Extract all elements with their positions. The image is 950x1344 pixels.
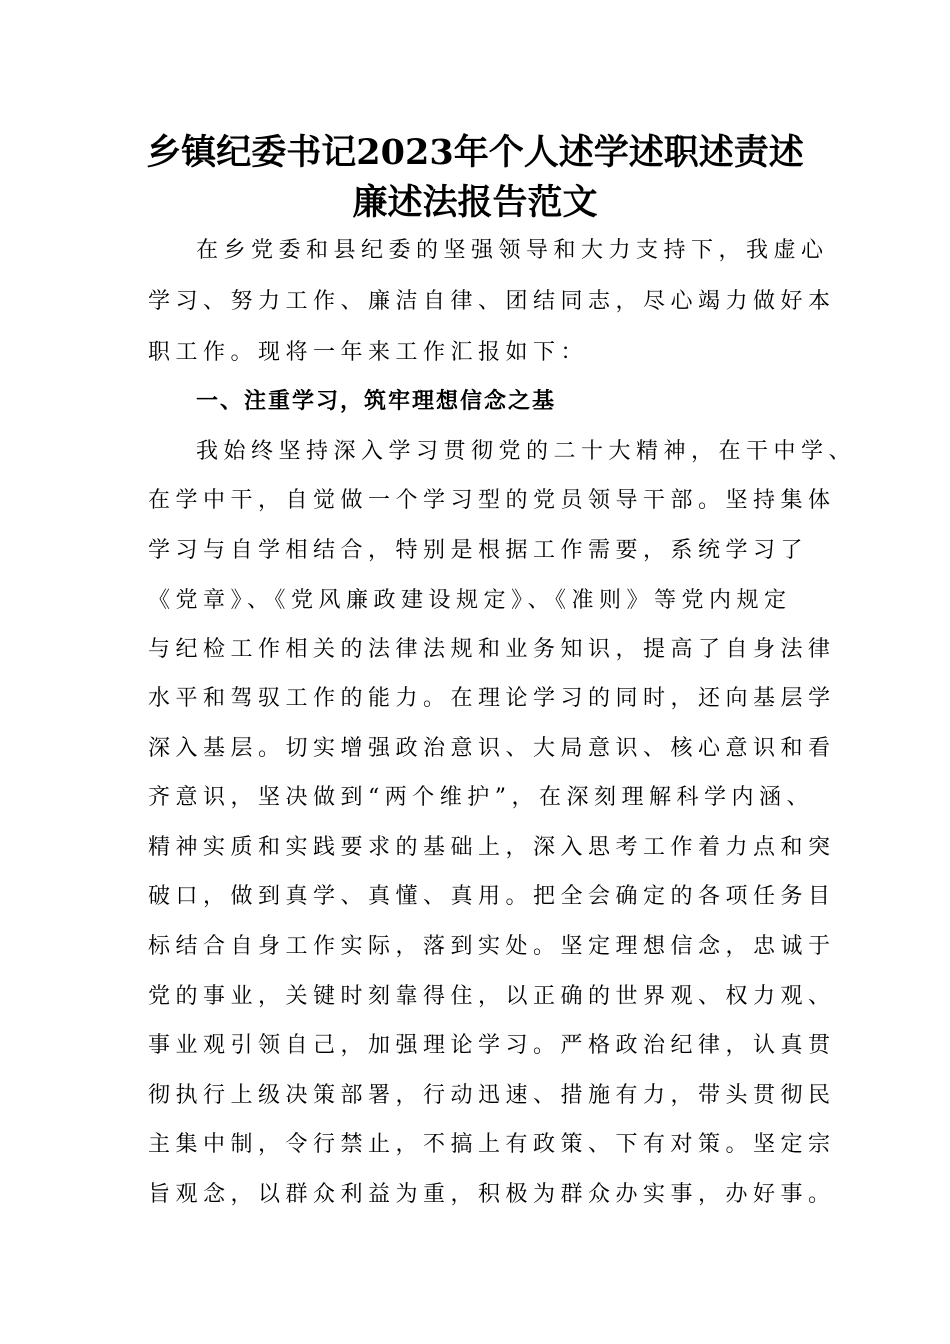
section-1-paragraph-line: 标结合自身工作实际，落到实处。坚定理想信念，忠诚于 [148, 934, 836, 959]
section-1-paragraph-line: 精神实质和实践要求的基础上，深入思考工作着力点和突 [148, 835, 836, 860]
section-1-paragraph-line: 破口，做到真学、真懂、真用。把全会确定的各项任务目 [148, 884, 836, 909]
intro-paragraph-line: 在乡党委和县纪委的坚强领导和大力支持下，我虚心 [196, 238, 829, 263]
section-1-paragraph-line: 《党章》、《党风廉政建设规定》、《准则》等党内规定 [148, 588, 792, 613]
section-1-paragraph-line: 在学中干，自觉做一个学习型的党员领导干部。坚持集体 [148, 488, 836, 513]
section-1-paragraph-line: 彻执行上级决策部署，行动迅速、措施有力，带头贯彻民 [148, 1083, 836, 1108]
section-1-paragraph-line: 旨观念，以群众利益为重，积极为群众办实事，办好事。 [148, 1182, 836, 1207]
section-1-paragraph-line: 我始终坚持深入学习贯彻党的二十大精神，在干中学、 [196, 439, 857, 464]
section-1-paragraph-line: 学习与自学相结合，特别是根据工作需要，系统学习了 [148, 538, 809, 563]
section-1-paragraph-line: 党的事业，关键时刻靠得住，以正确的世界观、权力观、 [148, 984, 836, 1009]
document-title-line-1: 乡镇纪委书记2023年个人述学述职述责述 [146, 132, 804, 173]
section-1-paragraph-line: 深入基层。切实增强政治意识、大局意识、核心意识和看 [148, 736, 836, 761]
document-title-line-2: 廉述法报告范文 [352, 182, 598, 223]
intro-paragraph-line: 职工作。现将一年来工作汇报如下： [148, 340, 589, 365]
section-1-heading: 一、注重学习，筑牢理想信念之基 [196, 389, 557, 414]
section-1-paragraph-line: 主集中制，令行禁止，不搞上有政策、下有对策。坚定宗 [148, 1132, 836, 1157]
section-1-paragraph-line: 水平和驾驭工作的能力。在理论学习的同时，还向基层学 [148, 686, 836, 711]
section-1-paragraph-line: 齐意识，坚决做到“两个维护”，在深刻理解科学内涵、 [148, 785, 814, 810]
section-1-paragraph-line: 事业观引领自己，加强理论学习。严格政治纪律，认真贯 [148, 1033, 836, 1058]
intro-paragraph-line: 学习、努力工作、廉洁自律、团结同志，尽心竭力做好本 [148, 289, 836, 314]
section-1-paragraph-line: 与纪检工作相关的法律法规和业务知识，提高了自身法律 [148, 637, 836, 662]
